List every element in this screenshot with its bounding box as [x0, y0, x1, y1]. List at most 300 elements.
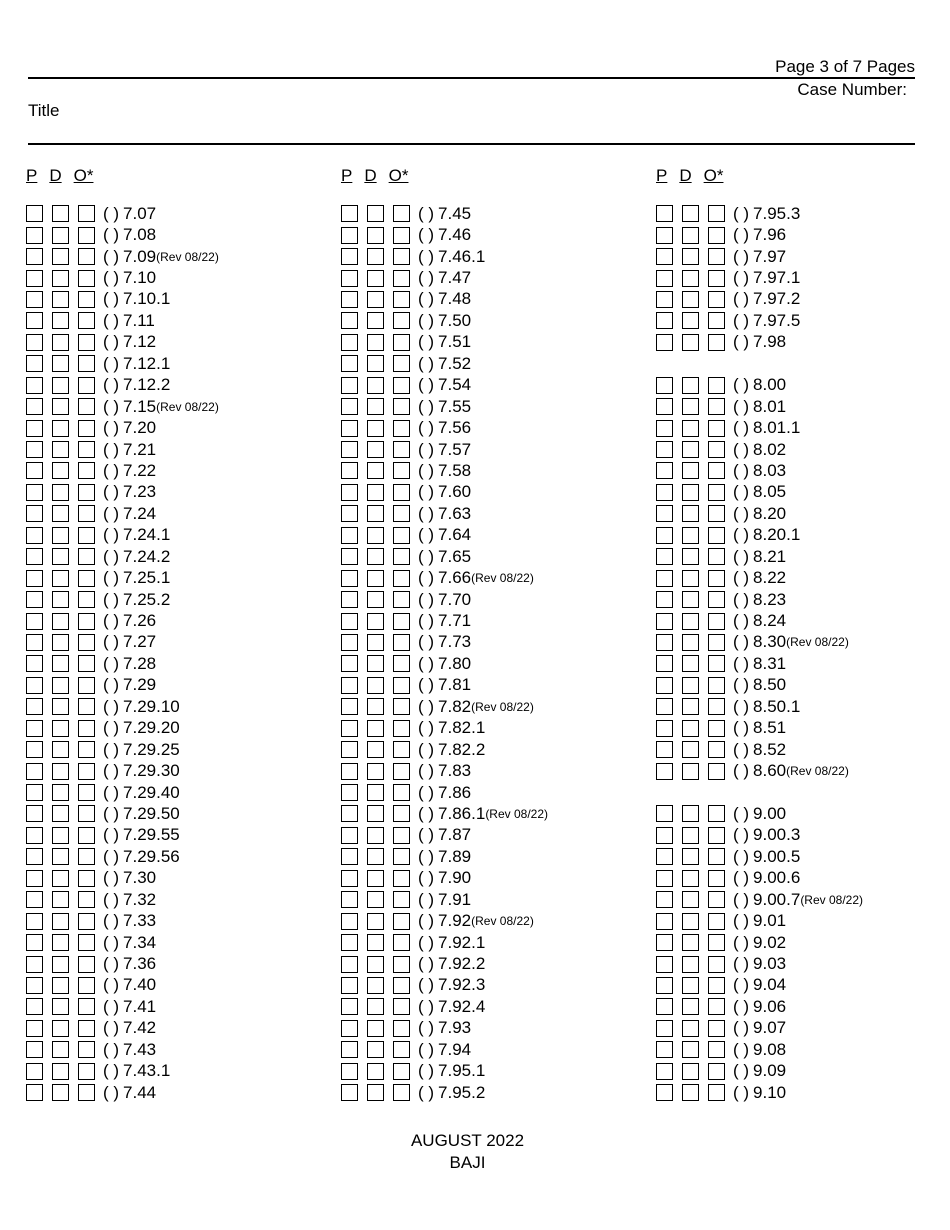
checkbox-o[interactable] [708, 420, 725, 437]
checkbox-p[interactable] [341, 355, 358, 372]
checkbox-p[interactable] [656, 827, 673, 844]
checkbox-d[interactable] [682, 934, 699, 951]
checkbox-o[interactable] [393, 998, 410, 1015]
checkbox-d[interactable] [367, 270, 384, 287]
checkbox-d[interactable] [52, 763, 69, 780]
checkbox-d[interactable] [52, 913, 69, 930]
checkbox-p[interactable] [26, 741, 43, 758]
checkbox-o[interactable] [708, 205, 725, 222]
checkbox-p[interactable] [656, 977, 673, 994]
checkbox-o[interactable] [393, 377, 410, 394]
checkbox-d[interactable] [52, 291, 69, 308]
checkbox-o[interactable] [393, 634, 410, 651]
checkbox-o[interactable] [78, 870, 95, 887]
checkbox-o[interactable] [708, 677, 725, 694]
checkbox-p[interactable] [26, 334, 43, 351]
checkbox-p[interactable] [341, 698, 358, 715]
checkbox-o[interactable] [78, 527, 95, 544]
checkbox-p[interactable] [26, 784, 43, 801]
checkbox-o[interactable] [708, 913, 725, 930]
checkbox-p[interactable] [341, 1020, 358, 1037]
checkbox-p[interactable] [26, 505, 43, 522]
checkbox-p[interactable] [26, 570, 43, 587]
checkbox-o[interactable] [708, 527, 725, 544]
checkbox-p[interactable] [26, 613, 43, 630]
checkbox-d[interactable] [367, 891, 384, 908]
checkbox-p[interactable] [26, 805, 43, 822]
checkbox-d[interactable] [52, 956, 69, 973]
checkbox-d[interactable] [682, 763, 699, 780]
checkbox-o[interactable] [78, 805, 95, 822]
checkbox-p[interactable] [656, 420, 673, 437]
checkbox-o[interactable] [708, 334, 725, 351]
checkbox-d[interactable] [682, 998, 699, 1015]
checkbox-p[interactable] [656, 956, 673, 973]
checkbox-o[interactable] [78, 205, 95, 222]
checkbox-o[interactable] [708, 870, 725, 887]
checkbox-d[interactable] [682, 848, 699, 865]
checkbox-p[interactable] [341, 805, 358, 822]
checkbox-d[interactable] [52, 977, 69, 994]
checkbox-p[interactable] [341, 227, 358, 244]
checkbox-d[interactable] [52, 998, 69, 1015]
checkbox-p[interactable] [656, 270, 673, 287]
checkbox-d[interactable] [367, 720, 384, 737]
checkbox-d[interactable] [367, 741, 384, 758]
checkbox-d[interactable] [367, 312, 384, 329]
checkbox-p[interactable] [26, 677, 43, 694]
checkbox-o[interactable] [393, 398, 410, 415]
checkbox-d[interactable] [52, 420, 69, 437]
checkbox-o[interactable] [393, 741, 410, 758]
checkbox-p[interactable] [26, 248, 43, 265]
checkbox-d[interactable] [682, 870, 699, 887]
checkbox-p[interactable] [341, 998, 358, 1015]
checkbox-d[interactable] [52, 891, 69, 908]
checkbox-o[interactable] [708, 505, 725, 522]
checkbox-p[interactable] [341, 870, 358, 887]
checkbox-p[interactable] [341, 613, 358, 630]
checkbox-p[interactable] [656, 634, 673, 651]
checkbox-o[interactable] [708, 227, 725, 244]
checkbox-o[interactable] [78, 591, 95, 608]
checkbox-o[interactable] [393, 591, 410, 608]
checkbox-d[interactable] [52, 1084, 69, 1101]
checkbox-o[interactable] [78, 891, 95, 908]
checkbox-o[interactable] [708, 805, 725, 822]
checkbox-o[interactable] [78, 998, 95, 1015]
checkbox-d[interactable] [367, 827, 384, 844]
checkbox-p[interactable] [341, 720, 358, 737]
checkbox-d[interactable] [52, 698, 69, 715]
checkbox-p[interactable] [26, 1063, 43, 1080]
checkbox-p[interactable] [26, 763, 43, 780]
checkbox-o[interactable] [78, 355, 95, 372]
checkbox-o[interactable] [393, 891, 410, 908]
checkbox-d[interactable] [52, 355, 69, 372]
checkbox-d[interactable] [367, 291, 384, 308]
checkbox-d[interactable] [682, 591, 699, 608]
checkbox-p[interactable] [26, 462, 43, 479]
checkbox-o[interactable] [78, 270, 95, 287]
checkbox-o[interactable] [78, 677, 95, 694]
checkbox-o[interactable] [393, 613, 410, 630]
checkbox-p[interactable] [656, 698, 673, 715]
checkbox-d[interactable] [682, 227, 699, 244]
checkbox-o[interactable] [78, 312, 95, 329]
checkbox-p[interactable] [341, 891, 358, 908]
checkbox-d[interactable] [682, 248, 699, 265]
checkbox-p[interactable] [656, 205, 673, 222]
checkbox-d[interactable] [367, 227, 384, 244]
checkbox-p[interactable] [26, 1084, 43, 1101]
checkbox-p[interactable] [26, 956, 43, 973]
checkbox-d[interactable] [682, 205, 699, 222]
checkbox-o[interactable] [708, 1020, 725, 1037]
checkbox-p[interactable] [341, 677, 358, 694]
checkbox-o[interactable] [78, 248, 95, 265]
checkbox-d[interactable] [367, 377, 384, 394]
checkbox-o[interactable] [78, 441, 95, 458]
checkbox-p[interactable] [26, 420, 43, 437]
checkbox-p[interactable] [341, 1084, 358, 1101]
checkbox-p[interactable] [341, 763, 358, 780]
checkbox-p[interactable] [656, 677, 673, 694]
checkbox-d[interactable] [52, 655, 69, 672]
checkbox-p[interactable] [341, 505, 358, 522]
checkbox-p[interactable] [26, 913, 43, 930]
checkbox-p[interactable] [656, 720, 673, 737]
checkbox-p[interactable] [26, 934, 43, 951]
checkbox-o[interactable] [708, 570, 725, 587]
checkbox-o[interactable] [393, 698, 410, 715]
checkbox-o[interactable] [78, 1084, 95, 1101]
checkbox-p[interactable] [656, 377, 673, 394]
checkbox-o[interactable] [708, 956, 725, 973]
checkbox-o[interactable] [393, 677, 410, 694]
checkbox-d[interactable] [367, 441, 384, 458]
checkbox-d[interactable] [367, 420, 384, 437]
checkbox-p[interactable] [341, 1063, 358, 1080]
checkbox-o[interactable] [78, 698, 95, 715]
checkbox-d[interactable] [367, 1041, 384, 1058]
checkbox-p[interactable] [341, 634, 358, 651]
checkbox-d[interactable] [367, 570, 384, 587]
checkbox-o[interactable] [78, 334, 95, 351]
checkbox-p[interactable] [26, 227, 43, 244]
checkbox-o[interactable] [78, 227, 95, 244]
checkbox-d[interactable] [682, 741, 699, 758]
checkbox-d[interactable] [52, 870, 69, 887]
checkbox-o[interactable] [708, 977, 725, 994]
checkbox-p[interactable] [341, 205, 358, 222]
checkbox-o[interactable] [393, 484, 410, 501]
checkbox-o[interactable] [393, 227, 410, 244]
checkbox-o[interactable] [708, 248, 725, 265]
checkbox-o[interactable] [708, 655, 725, 672]
checkbox-p[interactable] [26, 270, 43, 287]
checkbox-p[interactable] [26, 441, 43, 458]
checkbox-p[interactable] [656, 805, 673, 822]
checkbox-p[interactable] [341, 977, 358, 994]
checkbox-p[interactable] [656, 591, 673, 608]
checkbox-d[interactable] [682, 956, 699, 973]
checkbox-o[interactable] [393, 441, 410, 458]
checkbox-d[interactable] [367, 1084, 384, 1101]
checkbox-p[interactable] [341, 913, 358, 930]
checkbox-p[interactable] [656, 998, 673, 1015]
checkbox-o[interactable] [393, 934, 410, 951]
checkbox-o[interactable] [393, 763, 410, 780]
checkbox-d[interactable] [367, 484, 384, 501]
checkbox-o[interactable] [78, 398, 95, 415]
checkbox-p[interactable] [341, 484, 358, 501]
checkbox-o[interactable] [393, 462, 410, 479]
checkbox-p[interactable] [341, 1041, 358, 1058]
checkbox-o[interactable] [393, 956, 410, 973]
checkbox-p[interactable] [341, 420, 358, 437]
checkbox-o[interactable] [708, 591, 725, 608]
checkbox-d[interactable] [682, 913, 699, 930]
checkbox-o[interactable] [393, 420, 410, 437]
checkbox-p[interactable] [341, 827, 358, 844]
checkbox-d[interactable] [52, 270, 69, 287]
checkbox-d[interactable] [52, 377, 69, 394]
checkbox-p[interactable] [26, 527, 43, 544]
checkbox-p[interactable] [656, 548, 673, 565]
checkbox-o[interactable] [708, 720, 725, 737]
checkbox-d[interactable] [367, 527, 384, 544]
checkbox-p[interactable] [656, 312, 673, 329]
checkbox-p[interactable] [656, 291, 673, 308]
checkbox-p[interactable] [26, 998, 43, 1015]
checkbox-o[interactable] [78, 420, 95, 437]
checkbox-o[interactable] [708, 1084, 725, 1101]
checkbox-o[interactable] [708, 270, 725, 287]
checkbox-d[interactable] [682, 827, 699, 844]
checkbox-p[interactable] [656, 1063, 673, 1080]
checkbox-o[interactable] [78, 291, 95, 308]
checkbox-d[interactable] [367, 655, 384, 672]
checkbox-o[interactable] [708, 634, 725, 651]
checkbox-p[interactable] [26, 720, 43, 737]
checkbox-d[interactable] [52, 205, 69, 222]
checkbox-d[interactable] [682, 634, 699, 651]
checkbox-o[interactable] [78, 655, 95, 672]
checkbox-d[interactable] [682, 462, 699, 479]
checkbox-d[interactable] [682, 1063, 699, 1080]
checkbox-p[interactable] [656, 398, 673, 415]
checkbox-o[interactable] [708, 763, 725, 780]
checkbox-o[interactable] [393, 505, 410, 522]
checkbox-o[interactable] [393, 248, 410, 265]
checkbox-d[interactable] [367, 462, 384, 479]
checkbox-o[interactable] [708, 441, 725, 458]
checkbox-p[interactable] [656, 870, 673, 887]
checkbox-p[interactable] [656, 462, 673, 479]
checkbox-d[interactable] [682, 613, 699, 630]
checkbox-o[interactable] [708, 462, 725, 479]
checkbox-p[interactable] [26, 1020, 43, 1037]
checkbox-d[interactable] [367, 698, 384, 715]
checkbox-o[interactable] [393, 655, 410, 672]
checkbox-d[interactable] [367, 1020, 384, 1037]
checkbox-p[interactable] [656, 848, 673, 865]
checkbox-p[interactable] [341, 270, 358, 287]
checkbox-p[interactable] [656, 570, 673, 587]
checkbox-p[interactable] [26, 891, 43, 908]
checkbox-o[interactable] [78, 570, 95, 587]
checkbox-o[interactable] [708, 934, 725, 951]
checkbox-d[interactable] [682, 1084, 699, 1101]
checkbox-d[interactable] [367, 334, 384, 351]
checkbox-d[interactable] [52, 1063, 69, 1080]
checkbox-d[interactable] [682, 1020, 699, 1037]
checkbox-d[interactable] [52, 548, 69, 565]
checkbox-p[interactable] [656, 741, 673, 758]
checkbox-d[interactable] [52, 591, 69, 608]
checkbox-p[interactable] [341, 312, 358, 329]
checkbox-d[interactable] [682, 1041, 699, 1058]
checkbox-d[interactable] [682, 420, 699, 437]
checkbox-p[interactable] [26, 634, 43, 651]
checkbox-o[interactable] [393, 548, 410, 565]
checkbox-o[interactable] [708, 741, 725, 758]
checkbox-o[interactable] [393, 1063, 410, 1080]
checkbox-o[interactable] [78, 505, 95, 522]
checkbox-d[interactable] [52, 334, 69, 351]
checkbox-p[interactable] [341, 462, 358, 479]
checkbox-p[interactable] [341, 398, 358, 415]
checkbox-d[interactable] [367, 870, 384, 887]
checkbox-d[interactable] [682, 977, 699, 994]
checkbox-o[interactable] [78, 934, 95, 951]
checkbox-d[interactable] [52, 934, 69, 951]
checkbox-p[interactable] [26, 848, 43, 865]
checkbox-o[interactable] [708, 891, 725, 908]
checkbox-o[interactable] [78, 977, 95, 994]
checkbox-p[interactable] [26, 291, 43, 308]
checkbox-p[interactable] [341, 441, 358, 458]
checkbox-d[interactable] [52, 527, 69, 544]
checkbox-o[interactable] [393, 1041, 410, 1058]
checkbox-d[interactable] [367, 998, 384, 1015]
checkbox-o[interactable] [708, 1063, 725, 1080]
checkbox-o[interactable] [708, 377, 725, 394]
checkbox-o[interactable] [708, 312, 725, 329]
checkbox-d[interactable] [367, 205, 384, 222]
checkbox-p[interactable] [656, 891, 673, 908]
checkbox-o[interactable] [708, 848, 725, 865]
checkbox-d[interactable] [367, 677, 384, 694]
checkbox-o[interactable] [78, 720, 95, 737]
checkbox-p[interactable] [341, 334, 358, 351]
checkbox-d[interactable] [682, 270, 699, 287]
checkbox-d[interactable] [367, 613, 384, 630]
checkbox-p[interactable] [656, 913, 673, 930]
checkbox-d[interactable] [367, 956, 384, 973]
checkbox-p[interactable] [341, 570, 358, 587]
checkbox-d[interactable] [52, 827, 69, 844]
checkbox-o[interactable] [393, 291, 410, 308]
checkbox-p[interactable] [656, 613, 673, 630]
checkbox-d[interactable] [52, 741, 69, 758]
checkbox-o[interactable] [393, 205, 410, 222]
checkbox-d[interactable] [52, 720, 69, 737]
checkbox-d[interactable] [682, 570, 699, 587]
checkbox-p[interactable] [26, 698, 43, 715]
checkbox-o[interactable] [78, 613, 95, 630]
checkbox-p[interactable] [341, 377, 358, 394]
checkbox-d[interactable] [367, 1063, 384, 1080]
checkbox-o[interactable] [708, 548, 725, 565]
checkbox-o[interactable] [393, 570, 410, 587]
checkbox-d[interactable] [367, 591, 384, 608]
checkbox-o[interactable] [393, 977, 410, 994]
checkbox-d[interactable] [682, 312, 699, 329]
checkbox-p[interactable] [26, 355, 43, 372]
checkbox-d[interactable] [367, 934, 384, 951]
checkbox-p[interactable] [341, 956, 358, 973]
checkbox-d[interactable] [367, 548, 384, 565]
checkbox-o[interactable] [78, 741, 95, 758]
checkbox-o[interactable] [78, 484, 95, 501]
checkbox-d[interactable] [682, 484, 699, 501]
checkbox-o[interactable] [78, 763, 95, 780]
checkbox-d[interactable] [367, 848, 384, 865]
checkbox-o[interactable] [393, 270, 410, 287]
checkbox-o[interactable] [78, 1041, 95, 1058]
checkbox-d[interactable] [682, 334, 699, 351]
checkbox-d[interactable] [52, 613, 69, 630]
checkbox-p[interactable] [656, 1041, 673, 1058]
checkbox-p[interactable] [656, 1084, 673, 1101]
checkbox-o[interactable] [78, 956, 95, 973]
checkbox-d[interactable] [52, 634, 69, 651]
checkbox-p[interactable] [341, 655, 358, 672]
checkbox-d[interactable] [52, 805, 69, 822]
checkbox-d[interactable] [682, 548, 699, 565]
checkbox-o[interactable] [393, 1020, 410, 1037]
checkbox-o[interactable] [393, 527, 410, 544]
checkbox-o[interactable] [393, 312, 410, 329]
checkbox-d[interactable] [52, 312, 69, 329]
checkbox-o[interactable] [393, 913, 410, 930]
checkbox-p[interactable] [26, 870, 43, 887]
checkbox-p[interactable] [656, 227, 673, 244]
checkbox-d[interactable] [52, 677, 69, 694]
checkbox-d[interactable] [367, 784, 384, 801]
checkbox-d[interactable] [682, 441, 699, 458]
checkbox-d[interactable] [682, 805, 699, 822]
checkbox-p[interactable] [656, 527, 673, 544]
checkbox-p[interactable] [26, 827, 43, 844]
checkbox-p[interactable] [656, 763, 673, 780]
checkbox-d[interactable] [682, 655, 699, 672]
checkbox-d[interactable] [367, 913, 384, 930]
checkbox-d[interactable] [682, 720, 699, 737]
checkbox-o[interactable] [393, 720, 410, 737]
checkbox-p[interactable] [656, 655, 673, 672]
checkbox-o[interactable] [393, 848, 410, 865]
checkbox-d[interactable] [367, 763, 384, 780]
checkbox-o[interactable] [393, 870, 410, 887]
checkbox-p[interactable] [656, 505, 673, 522]
checkbox-o[interactable] [78, 462, 95, 479]
checkbox-o[interactable] [708, 998, 725, 1015]
checkbox-p[interactable] [656, 334, 673, 351]
checkbox-d[interactable] [682, 698, 699, 715]
